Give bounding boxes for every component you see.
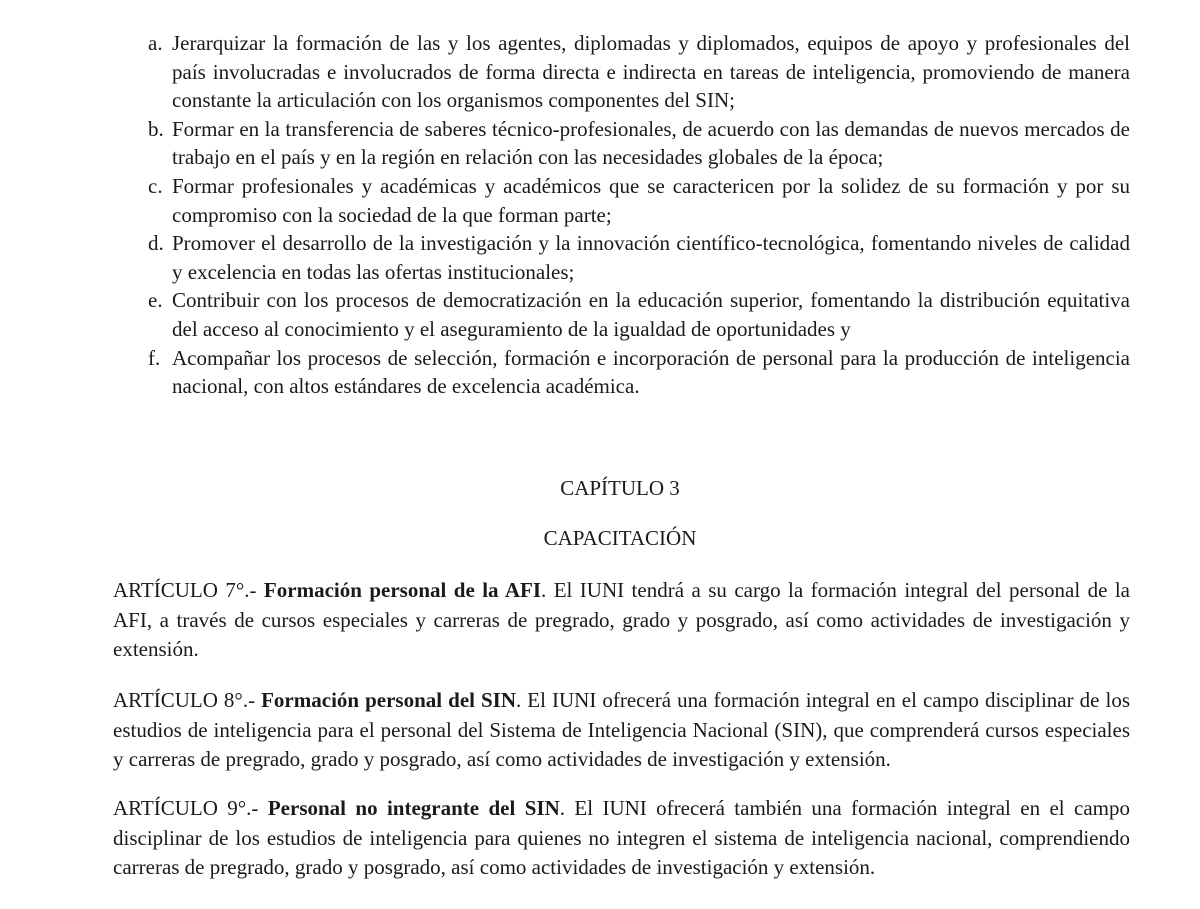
article-heading: Formación personal de la AFI (263, 578, 541, 602)
list-marker: b. (148, 116, 164, 141)
list-item-text: Promover el desarrollo de la investigación y la innovación científico-tecnológica, fomentando niveles de calidad y excelencia en todas las ofertas institucionales; (172, 231, 1130, 284)
list-marker: f. (148, 345, 161, 370)
article-heading: Personal no integrante del SIN (267, 796, 560, 820)
article-9 (113, 794, 1130, 883)
list-item (148, 115, 1130, 172)
list-marker: e. (148, 288, 163, 313)
list-item (148, 172, 1130, 229)
chapter-number: CAPÍTULO 3 (560, 476, 680, 500)
list-item-text: Contribuir con los procesos de democratización en la educación superior, fomentando la distribución equitativa del acceso al conocimiento y el aseguramiento de la igualdad de oportunidades y (172, 288, 1130, 341)
list-item-text: Formar en la transferencia de saberes técnico-profesionales, de acuerdo con las demandas de nuevos mercados de trabajo en el país y en la región en relación con las necesidades globales de la época; (172, 116, 1130, 170)
article-body: . El IUNI ofrecerá una formación integral en el campo disciplinar de los estudios de inteligencia para el personal del Sistema de Inteligencia Nacional (SIN), que comprenderá cursos especiales y carreras de pregrado, grado y posgrado, así como actividades de investigación y extensión. (113, 688, 1131, 772)
article-heading: Formación personal del SIN (261, 688, 517, 712)
list-item (148, 344, 1130, 401)
chapter-title: CAPACITACIÓN (543, 526, 697, 550)
list-item-text: Jerarquizar la formación de las y los agentes, diplomadas y diplomados, equipos de apoyo y profesionales del país involucradas e involucrados de forma directa e indirecta en tareas de inteligencia, promoviendo de manera constante la articulación con los organismos componentes del SIN; (172, 31, 1130, 113)
list-marker: d. (148, 231, 164, 256)
list-item (148, 286, 1130, 343)
list-item (148, 229, 1130, 286)
article-body: . El IUNI ofrecerá también una formación integral en el campo disciplinar de los estudios de inteligencia para quienes no integren el sistema de inteligencia nacional, comprendiendo carreras de pregrado, grado y posgrado, así como actividades de investigación y extensión. (113, 796, 1131, 880)
list-marker: c. (148, 173, 163, 198)
article-label: ARTÍCULO 8°.- (113, 688, 256, 712)
article-label: ARTÍCULO 7°.- (113, 578, 257, 602)
objectives-list (148, 29, 1130, 401)
list-item-text: Acompañar los procesos de selección, formación e incorporación de personal para la producción de inteligencia nacional, con altos estándares de excelencia académica. (172, 345, 1130, 399)
list-item (148, 29, 1130, 115)
article-7 (113, 576, 1130, 665)
article-body: . El IUNI tendrá a su cargo la formación integral del personal de la AFI, a través de cursos especiales y carreras de pregrado, grado y posgrado, así como actividades de investigación y extensión. (113, 578, 1130, 662)
article-8 (113, 686, 1130, 775)
article-label: ARTÍCULO 9°.- (113, 796, 259, 820)
list-marker: a. (148, 31, 163, 55)
list-item-text: Formar profesionales y académicas y académicos que se caractericen por la solidez de su formación y por su compromiso con la sociedad de la que forman parte; (172, 173, 1130, 227)
